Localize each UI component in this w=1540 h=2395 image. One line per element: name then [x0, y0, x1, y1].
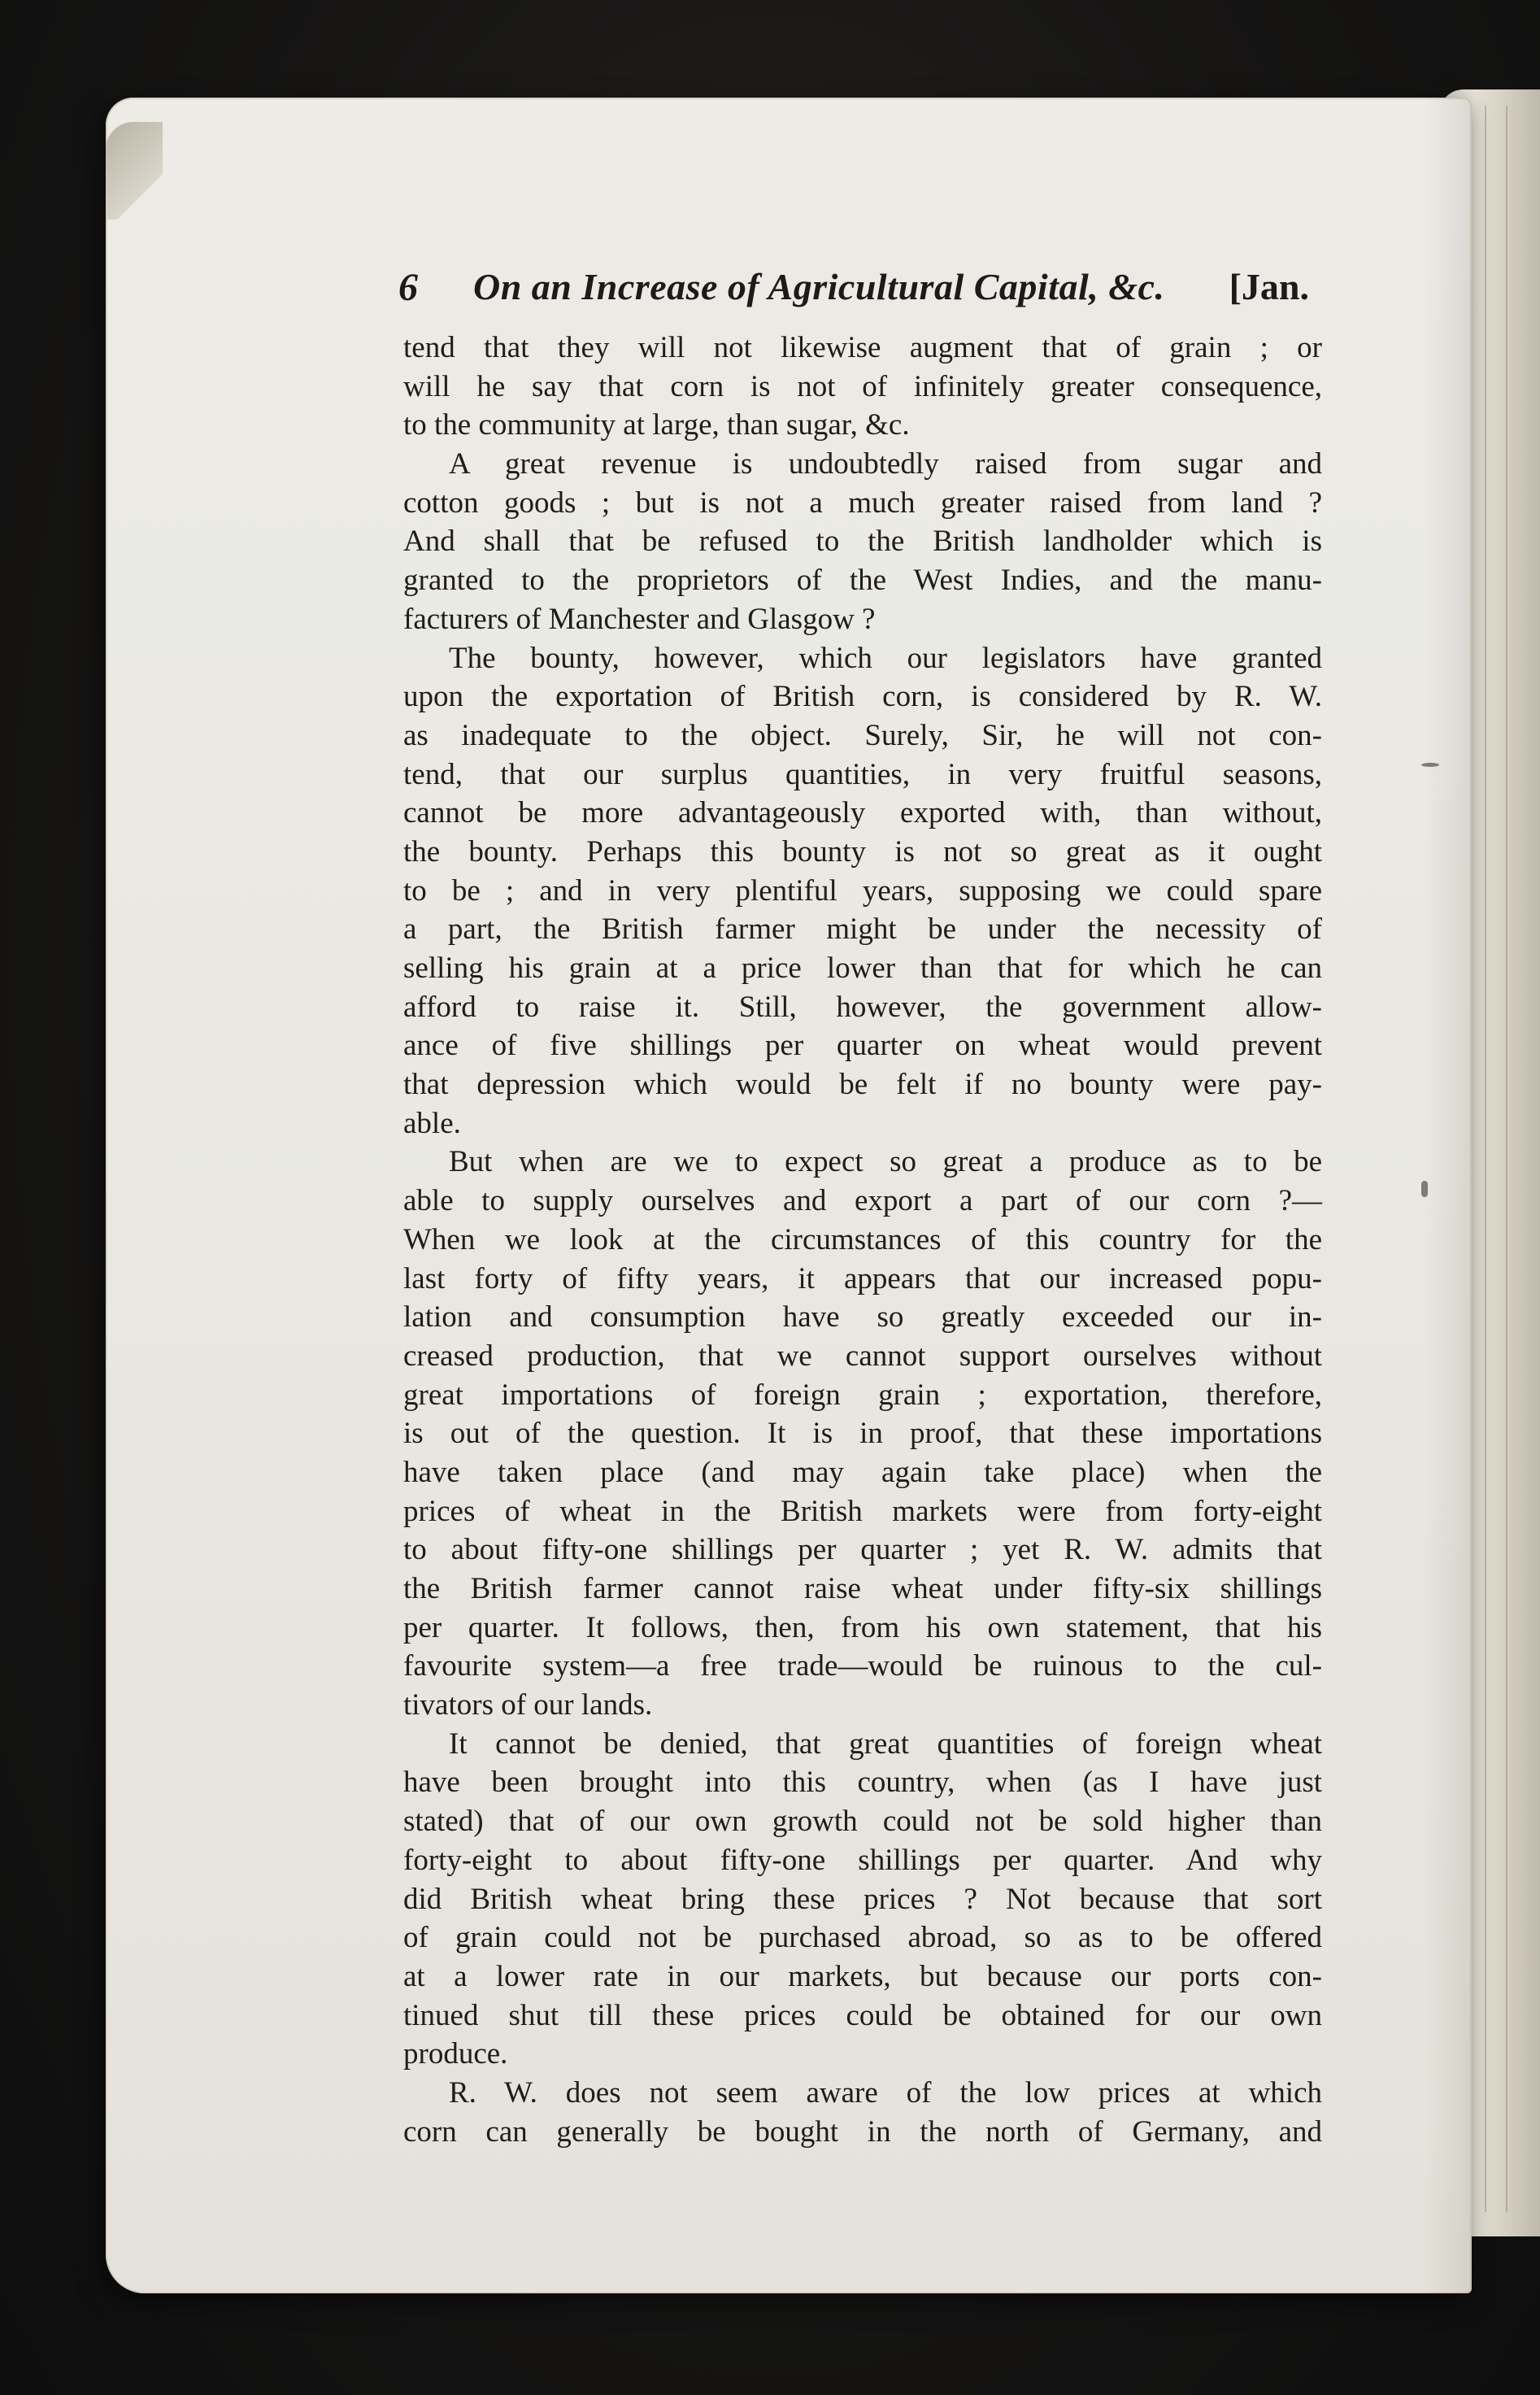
text-line: great importations of foreign grain ; exportation, therefore,: [403, 1378, 1322, 1412]
running-header: [398, 259, 1309, 329]
text-line: to be ; and in very plentiful years, supposing we could spare: [403, 873, 1322, 908]
text-line: facturers of Manchester and Glasgow ?: [403, 602, 876, 636]
text-line: corn can generally be bought in the north of Germany, and: [403, 2114, 1322, 2149]
issue-date: [Jan.: [1229, 266, 1309, 307]
text-line: have been brought into this country, when (as I have just: [403, 1766, 1322, 1800]
text-line: that depression which would be felt if no bounty were pay-: [403, 1068, 1322, 1102]
text-line: favourite system—a free trade—would be ruinous to the cul-: [403, 1649, 1322, 1683]
text-line: will he say that corn is not of infinitely greater consequence,: [403, 369, 1322, 403]
text-line: produce.: [403, 2037, 508, 2071]
text-line: selling his grain at a price lower than that for which he can: [403, 951, 1322, 985]
text-line: is out of the question. It is in proof, that these importations: [403, 1417, 1322, 1451]
text-line: tend, that our surplus quantities, in very fruitful seasons,: [403, 757, 1322, 791]
text-line: last forty of fifty years, it appears that our increased popu-: [403, 1261, 1322, 1295]
text-line: stated) that of our own growth could not be sold higher than: [403, 1805, 1322, 1839]
ink-mark: [1421, 763, 1439, 767]
ink-mark: [1421, 1181, 1428, 1197]
text-line: lation and consumption have so greatly exceeded our in-: [403, 1300, 1322, 1335]
folded-corner: [106, 122, 163, 220]
text-line: cannot be more advantageously exported with, than without,: [403, 796, 1322, 830]
text-line: The bounty, however, which our legislators have granted: [449, 641, 1322, 675]
text-line: to the community at large, than sugar, &c.: [403, 408, 910, 442]
text-line: tinued shut till these prices could be obtained for our own: [403, 1998, 1322, 2032]
text-line: creased production, that we cannot support ourselves without: [403, 1339, 1322, 1373]
text-line: cotton goods ; but is not a much greater raised from land ?: [403, 486, 1322, 520]
text-line: did British wheat bring these prices ? Not because that sort: [403, 1882, 1322, 1916]
article-body: [403, 329, 1322, 2151]
text-line: tend that they will not likewise augment that of grain ; or: [403, 331, 1322, 364]
text-line: But when are we to expect so great a produce as to be: [449, 1145, 1322, 1179]
running-title: On an Increase of Agricultural Capital, &c.: [473, 266, 1165, 307]
text-line: And shall that be refused to the British landholder which is: [403, 525, 1322, 559]
text-line: When we look at the circumstances of this country for the: [403, 1222, 1322, 1256]
text-line: the bounty. Perhaps this bounty is not so great as it ought: [403, 834, 1322, 869]
text-line: tivators of our lands.: [403, 1688, 653, 1722]
text-line: at a lower rate in our markets, but because our ports con-: [403, 1959, 1322, 1993]
text-line: a part, the British farmer might be under the necessity of: [403, 912, 1322, 947]
text-line: R. W. does not seem aware of the low prices at which: [449, 2075, 1322, 2110]
text-line: granted to the proprietors of the West Indies, and the manu-: [403, 564, 1322, 598]
text-line: per quarter. It follows, then, from his own statement, that his: [403, 1610, 1322, 1644]
text-line: upon the exportation of British corn, is considered by R. W.: [403, 680, 1322, 714]
text-line: prices of wheat in the British markets were from forty-eight: [403, 1494, 1322, 1528]
text-line: afford to raise it. Still, however, the government allow-: [403, 990, 1322, 1024]
text-line: to about fifty-one shillings per quarter ; yet R. W. admits that: [403, 1533, 1322, 1567]
text-line: of grain could not be purchased abroad, so as to be offered: [403, 1921, 1322, 1955]
page-edge-line: [1506, 106, 1507, 2212]
text-line: It cannot be denied, that great quantities of foreign wheat: [449, 1727, 1322, 1761]
text-line: the British farmer cannot raise wheat under fifty-six shillings: [403, 1572, 1322, 1605]
text-line: A great revenue is undoubtedly raised from sugar and: [449, 447, 1322, 481]
text-line: forty-eight to about fifty-one shillings per quarter. And why: [403, 1843, 1322, 1877]
text-line: able to supply ourselves and export a part of our corn ?—: [403, 1184, 1322, 1218]
text-line: ance of five shillings per quarter on wheat would prevent: [403, 1029, 1322, 1063]
page-edge-line: [1485, 106, 1486, 2212]
page-number: 6: [398, 266, 418, 309]
text-line: able.: [403, 1106, 461, 1140]
text-line: as inadequate to the object. Surely, Sir, he will not con-: [403, 718, 1322, 752]
text-line: have taken place (and may again take place) when the: [403, 1455, 1322, 1489]
